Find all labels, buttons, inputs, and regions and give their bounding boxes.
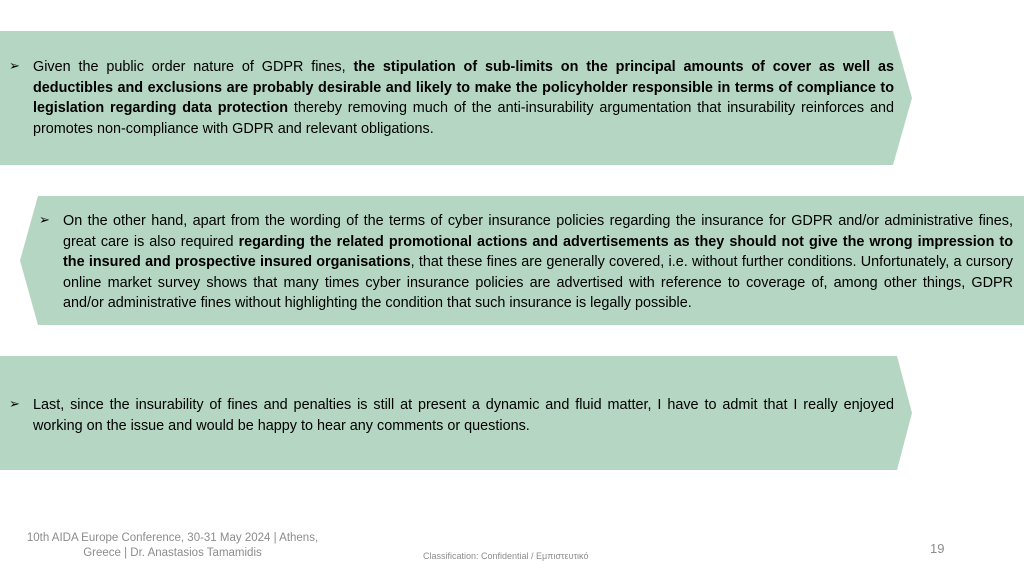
bullet-1-text-a: Given the public order nature of GDPR fines, [33, 59, 354, 75]
bullet-2-bold: regarding the related promotional actions and advertisements as they should not give the wrong impression to the insured and prospective insured organisations [63, 233, 1013, 271]
footer-conference: 10th AIDA Europe Conference, 30-31 May 2024 | Athens, Greece | Dr. Anastasios Tamamidis [26, 532, 319, 559]
arrow-bullet-icon: ➢ [9, 58, 20, 73]
bullet-paragraph-3 [33, 395, 894, 436]
arrow-bullet-icon: ➢ [9, 396, 20, 411]
bullet-paragraph-1 [33, 57, 894, 139]
bullet-2-text-a: On the other hand, apart from the wording of the terms of cyber insurance policies regarding the insurance for GDPR and/or administrative fines, great care is also required [63, 213, 1013, 250]
bullet-paragraph-2 [63, 211, 1013, 314]
bullet-2-text-b: , that these fines are generally covered, i.e. without further conditions. Unfortunately, a cursory online market survey shows that many times cyber insurance policies are advertised with reference to coverage of, among other things, GDPR and/or administrative fines without highlighting the condition that such insurance is legally possible. [63, 254, 1013, 312]
arrow-bullet-icon: ➢ [39, 212, 50, 227]
bullet-3-text-a: Last, since the insurability of fines and penalties is still at present a dynamic and fluid matter, I have to admit that I really enjoyed working on the issue and would be happy to hear any comments or questions. [33, 397, 894, 434]
page-number: 19 [930, 541, 945, 556]
bullet-1-text-b: thereby removing much of the anti-insurability argumentation that insurability reinforces and promotes non-compliance with GDPR and relevant obligations. [33, 100, 894, 137]
footer-classification: Classification: Confidential / Εμπιστευτικό [423, 551, 589, 561]
bullet-1-bold: the stipulation of sub-limits on the principal amounts of cover as well as deductibles and exclusions are probably desirable and likely to make the policyholder responsible in terms of compliance to legislation regarding data protection [33, 59, 894, 117]
